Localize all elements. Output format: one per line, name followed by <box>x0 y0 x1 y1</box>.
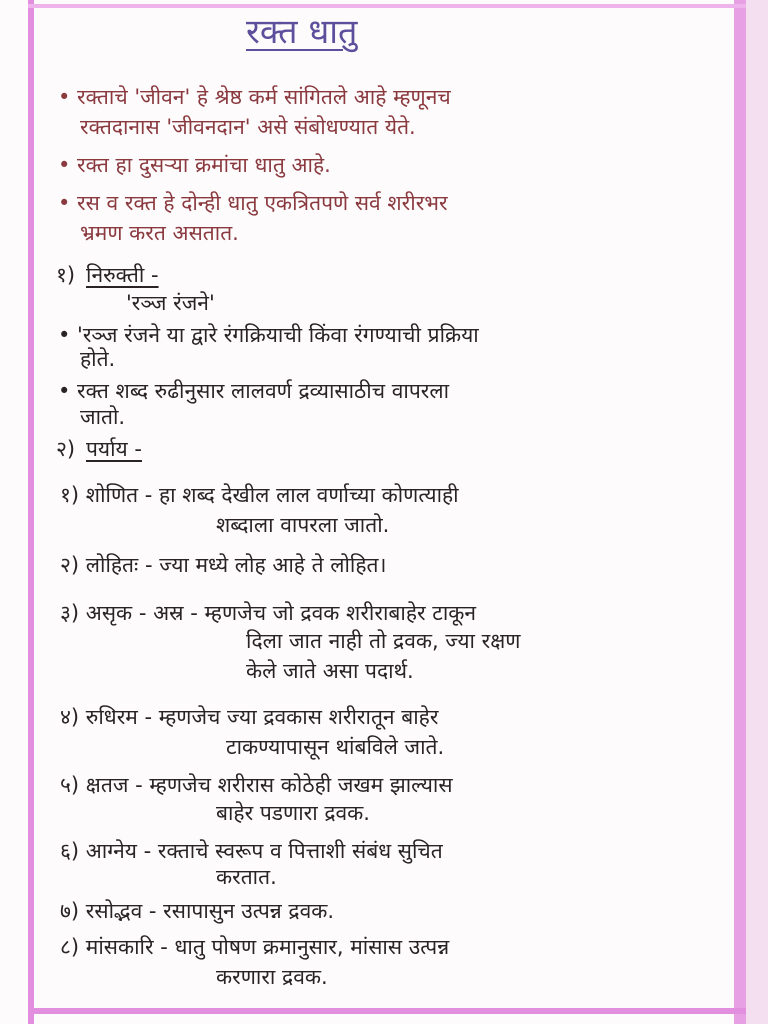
paryay-heading: पर्याय - <box>86 437 142 461</box>
intro-bullet-3-line-2: भ्रमण करत असतात. <box>80 221 239 245</box>
page-title: रक्त धातु <box>246 12 358 52</box>
paryay-item-1-line-1: १) शोणित - हा शब्द देखील लाल वर्णाच्या कोणत्याही <box>60 483 459 507</box>
paryay-item-3-line-3: केले जाते असा पदार्थ. <box>246 659 414 683</box>
pink-border-bottom <box>28 1008 746 1014</box>
paryay-item-7: ७) रसोद्भव - रसापासुन उत्पन्न द्रवक. <box>60 899 335 923</box>
nirukti-heading-number: १) <box>56 263 76 287</box>
paryay-item-4-line-2: टाकण्यापासून थांबविले जाते. <box>226 735 445 759</box>
paryay-item-1-line-2: शब्दाला वापरला जातो. <box>216 513 390 537</box>
page-edge <box>746 0 768 1024</box>
paryay-item-8-line-1: ८) मांसकारि - धातु पोषण क्रमानुसार, मांसास उत्पन्न <box>60 935 450 959</box>
paryay-item-5-line-2: बाहेर पडणारा द्रवक. <box>216 801 370 825</box>
paryay-item-2: २) लोहितः - ज्या मध्ये लोह आहे ते लोहित। <box>60 553 387 577</box>
nirukti-point-1-line-2: होते. <box>80 347 116 371</box>
pink-border-top <box>28 4 746 8</box>
paryay-item-6-line-2: करतात. <box>216 865 277 889</box>
paryay-heading-number: २) <box>56 437 76 461</box>
intro-bullet-1-line-1: • रक्ताचे 'जीवन' हे श्रेष्ठ कर्म सांगितले आहे म्हणूनच <box>58 85 451 109</box>
paryay-item-3-line-2: दिला जात नाही तो द्रवक, ज्या रक्षण <box>246 629 521 653</box>
nirukti-heading: निरुक्ती - <box>86 263 159 287</box>
paryay-item-8-line-2: करणारा द्रवक. <box>216 965 328 989</box>
paryay-item-5-line-1: ५) क्षतज - म्हणजेच शरीरास कोठेही जखम झाल्यास <box>60 773 453 797</box>
nirukti-point-2-line-2: जातो. <box>80 405 126 429</box>
paryay-item-4-line-1: ४) रुधिरम - म्हणजेच ज्या द्रवकास शरीरातून बाहेर <box>60 705 439 729</box>
nirukti-point-1-line-1: • 'रञ्ज रंजने या द्वारे रंगक्रियाची किंवा रंगण्याची प्रक्रिया <box>58 323 479 347</box>
pink-border-right <box>734 0 746 1024</box>
intro-bullet-2: • रक्त हा दुसऱ्या क्रमांचा धातु आहे. <box>58 153 331 177</box>
paryay-item-3-line-1: ३) असृक - अस्र - म्हणजेच जो द्रवक शरीराबाहेर टाकून <box>60 601 477 625</box>
nirukti-point-2-line-1: • रक्त शब्द रुढीनुसार लालवर्ण द्रव्यासाठीच वापरला <box>58 379 450 403</box>
intro-bullet-3-line-1: • रस व रक्त हे दोन्ही धातु एकत्रितपणे सर्व शरीरभर <box>58 191 448 215</box>
pink-border-left <box>28 0 34 1024</box>
intro-bullet-1-line-2: रक्तदानास 'जीवनदान' असे संबोधण्यात येते. <box>80 115 416 139</box>
paryay-item-6-line-1: ६) आग्नेय - रक्ताचे स्वरूप व पित्ताशी संबंध सुचित <box>60 839 443 863</box>
nirukti-subheading: 'रञ्ज रंजने' <box>126 291 215 315</box>
